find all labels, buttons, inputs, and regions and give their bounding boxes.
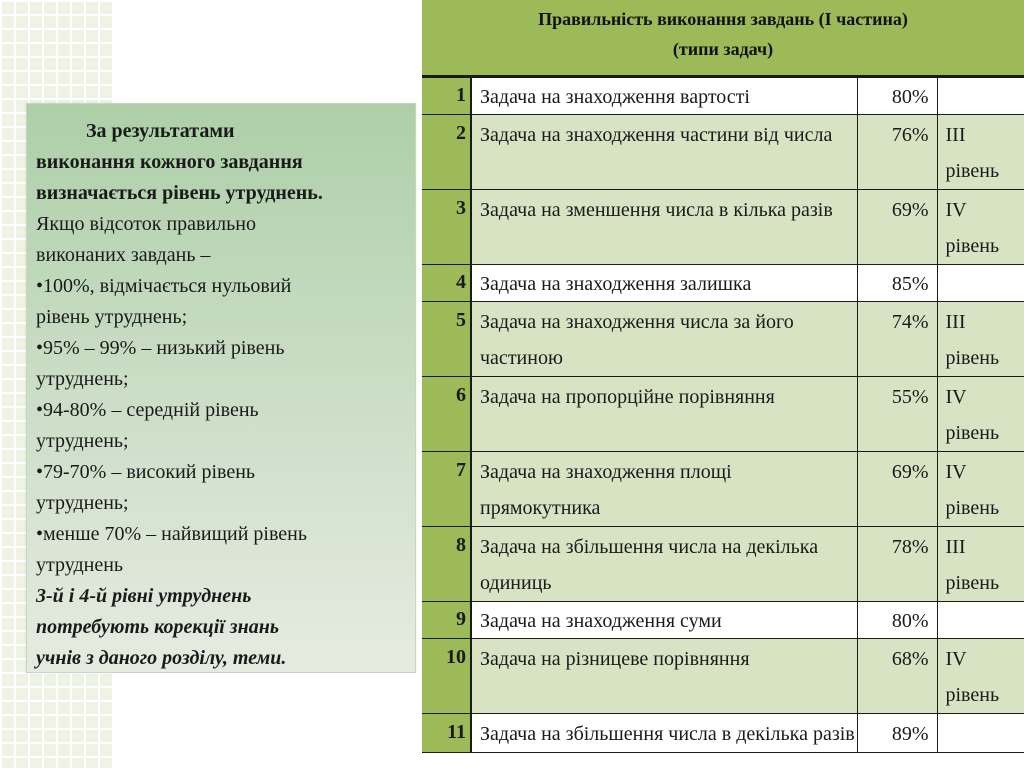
task-type-cell: Задача на знаходження площі прямокутника — [471, 452, 857, 527]
difficulty-level-cell — [937, 714, 1024, 753]
task-type-cell: Задача на зменшення числа в кілька разів — [471, 190, 857, 265]
table-row — [422, 377, 1024, 452]
percent-cell: 85% — [857, 265, 937, 302]
percent-cell: 55% — [857, 377, 937, 452]
intro-line: визначається рівень утруднень. — [36, 182, 323, 204]
table-row — [422, 639, 1024, 714]
body-line: Якщо відсоток правильно — [36, 213, 256, 235]
difficulty-level-cell: ІІІ рівень — [937, 302, 1024, 377]
bullet-line: •95% – 99% – низький рівень — [36, 337, 285, 359]
intro-line: виконання кожного завдання — [36, 151, 303, 173]
bullet-line: рівень утруднень; — [36, 306, 188, 328]
percent-cell: 89% — [857, 714, 937, 753]
table-row — [422, 115, 1024, 190]
table-row — [422, 190, 1024, 265]
body-line: виконаних завдань – — [36, 244, 211, 266]
bullet-line: утруднень; — [36, 430, 129, 452]
difficulty-level-cell: ІV рівень — [937, 377, 1024, 452]
difficulty-level-cell — [937, 602, 1024, 639]
row-number: 1 — [422, 77, 471, 115]
row-number: 3 — [422, 190, 471, 265]
task-type-cell: Задача на збільшення числа на декілька одиниць — [471, 527, 857, 602]
row-number: 11 — [422, 714, 471, 753]
difficulty-levels-textbox — [26, 103, 416, 673]
percent-cell: 80% — [857, 602, 937, 639]
bullet-line: утруднень — [36, 554, 124, 576]
row-number: 10 — [422, 639, 471, 714]
row-number: 9 — [422, 602, 471, 639]
percent-cell: 76% — [857, 115, 937, 190]
task-type-cell: Задача на збільшення числа в декілька разів — [471, 714, 857, 753]
bullet-line: •100%, відмічається нульовий — [36, 275, 292, 297]
table-row — [422, 77, 1024, 115]
task-type-cell: Задача на знаходження суми — [471, 602, 857, 639]
bullet-line: утруднень; — [36, 492, 129, 514]
difficulty-level-cell: ІІІ рівень — [937, 115, 1024, 190]
results-table-container — [422, 0, 1024, 768]
conclusion-line: потребують корекції знань — [36, 616, 279, 638]
table-row — [422, 452, 1024, 527]
percent-cell: 74% — [857, 302, 937, 377]
bullet-line: •79-70% – високий рівень — [36, 461, 256, 483]
table-header — [422, 0, 1024, 77]
bullet-line: •менше 70% – найвищий рівень — [36, 523, 307, 545]
percent-cell: 78% — [857, 527, 937, 602]
conclusion-line: учнів з даного розділу, теми. — [36, 647, 287, 669]
intro-line: За результатами — [86, 120, 235, 142]
conclusion-line: 3-й і 4-й рівні утруднень — [36, 585, 252, 607]
table-row — [422, 302, 1024, 377]
task-type-cell: Задача на знаходження числа за його частиною — [471, 302, 857, 377]
row-number: 2 — [422, 115, 471, 190]
table-row — [422, 714, 1024, 753]
task-type-cell: Задача на різницеве порівняння — [471, 639, 857, 714]
percent-cell: 69% — [857, 190, 937, 265]
difficulty-level-cell — [937, 265, 1024, 302]
table-subtitle: (типи задач) — [672, 39, 774, 59]
task-type-cell: Задача на знаходження частини від числа — [471, 115, 857, 190]
table-row — [422, 602, 1024, 639]
difficulty-level-cell: ІV рівень — [937, 190, 1024, 265]
difficulty-level-cell: ІV рівень — [937, 452, 1024, 527]
row-number: 8 — [422, 527, 471, 602]
results-table — [422, 0, 1024, 753]
difficulty-level-cell: ІІІ рівень — [937, 527, 1024, 602]
task-type-cell: Задача на знаходження залишка — [471, 265, 857, 302]
row-number: 4 — [422, 265, 471, 302]
table-title: Правильність виконання завдань (І частина) — [538, 9, 908, 29]
difficulty-level-cell — [937, 77, 1024, 115]
percent-cell: 68% — [857, 639, 937, 714]
table-row — [422, 527, 1024, 602]
percent-cell: 69% — [857, 452, 937, 527]
bullet-line: •94-80% – середній рівень — [36, 399, 259, 421]
row-number: 7 — [422, 452, 471, 527]
percent-cell: 80% — [857, 77, 937, 115]
row-number: 6 — [422, 377, 471, 452]
table-row — [422, 265, 1024, 302]
task-type-cell: Задача на знаходження вартості — [471, 77, 857, 115]
row-number: 5 — [422, 302, 471, 377]
bullet-line: утруднень; — [36, 368, 129, 390]
task-type-cell: Задача на пропорційне порівняння — [471, 377, 857, 452]
difficulty-level-cell: ІV рівень — [937, 639, 1024, 714]
